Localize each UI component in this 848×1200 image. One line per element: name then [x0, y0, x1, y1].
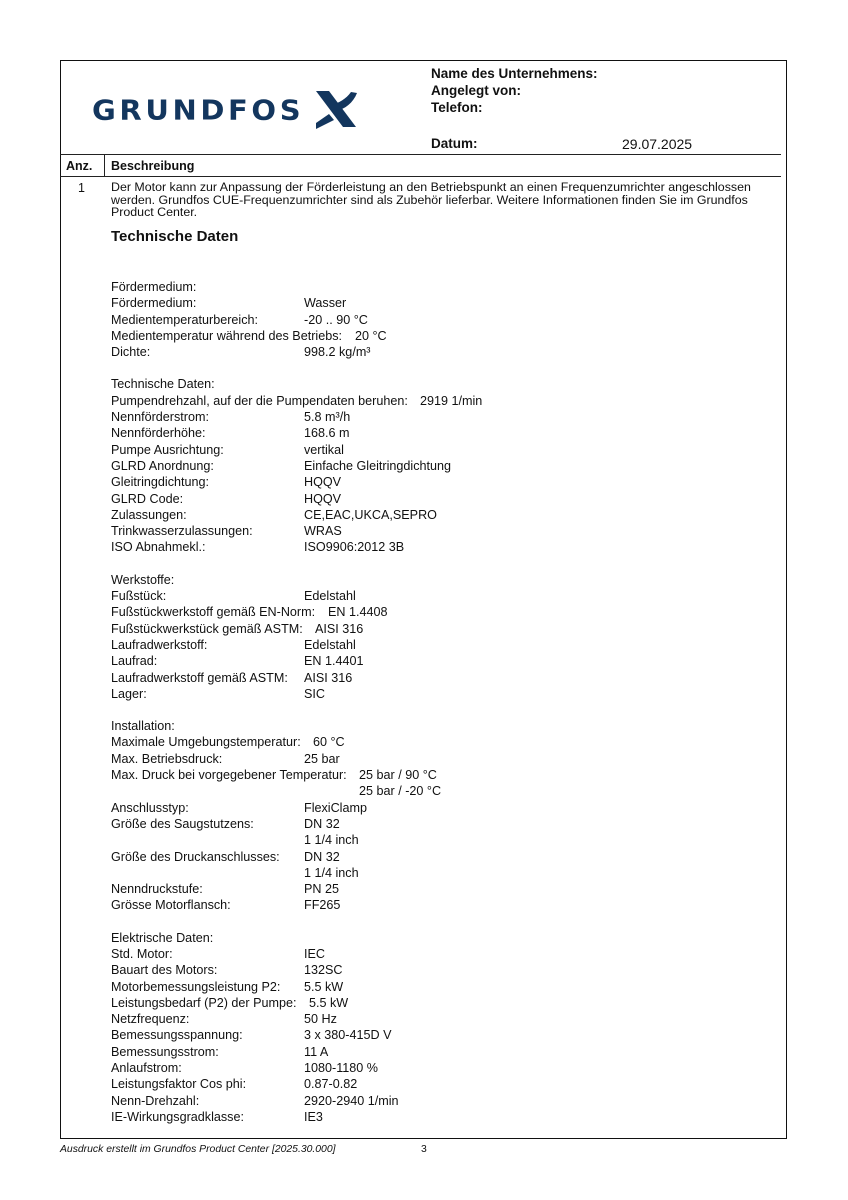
position-number: 1	[78, 181, 85, 195]
spec-row	[111, 1076, 771, 1092]
section-title	[111, 279, 771, 295]
table-header-divider	[60, 176, 781, 177]
spec-row	[111, 523, 771, 539]
spec-row	[111, 1060, 771, 1076]
spec-value: -20 .. 90 °C	[304, 312, 368, 327]
spec-row	[111, 637, 771, 653]
spec-label: Medientemperaturbereich:	[111, 312, 259, 327]
technical-data-heading: Technische Daten	[111, 228, 239, 245]
spec-value: DN 32	[304, 849, 340, 864]
section-title-text: Installation:	[111, 719, 175, 734]
spec-value: 1 1/4 inch	[304, 833, 359, 848]
spec-row	[111, 1044, 771, 1060]
spec-row	[111, 458, 771, 474]
date-value: 29.07.2025	[622, 136, 693, 152]
spec-label: Pumpendrehzahl, auf der die Pumpendaten beruhen:	[111, 393, 408, 408]
section-title-text: Werkstoffe:	[111, 572, 175, 587]
technical-data-list	[111, 279, 771, 1125]
section-title-text: Fördermedium:	[111, 280, 197, 294]
section-gap	[111, 360, 771, 376]
spec-row	[111, 881, 771, 897]
spec-row	[111, 621, 771, 637]
spec-label: GLRD Anordnung:	[111, 458, 214, 473]
spec-label: Pumpe Ausrichtung:	[111, 442, 224, 457]
spec-label: ISO Abnahmekl.:	[111, 540, 206, 555]
spec-value: 20 °C	[355, 328, 387, 343]
spec-row	[111, 1027, 771, 1043]
spec-label: Max. Druck bei vorgegebener Temperatur:	[111, 768, 347, 783]
spec-label: Dichte:	[111, 345, 151, 360]
spec-label: Medientemperatur während des Betriebs:	[111, 328, 343, 343]
spec-value: EN 1.4408	[328, 605, 388, 620]
spec-row	[111, 734, 771, 750]
spec-value: 132SC	[304, 963, 343, 978]
spec-value: Wasser	[304, 296, 347, 311]
spec-value: WRAS	[304, 524, 342, 539]
section-title	[111, 718, 771, 734]
spec-row	[111, 344, 771, 360]
spec-value: Edelstahl	[304, 637, 356, 652]
spec-row	[111, 491, 771, 507]
spec-label: Fußstückwerkstück gemäß ASTM:	[111, 621, 303, 636]
spec-label: Maximale Umgebungstemperatur:	[111, 735, 301, 750]
spec-value: 5.8 m³/h	[304, 410, 351, 425]
created-by-label: Angelegt von:	[431, 83, 521, 98]
section-title	[111, 930, 771, 946]
spec-row	[111, 393, 771, 409]
spec-value: 1 1/4 inch	[304, 865, 359, 880]
footer-note: Ausdruck erstellt im Grundfos Product Center [2025.30.000]	[60, 1144, 336, 1155]
spec-value: HQQV	[304, 491, 342, 506]
spec-value: DN 32	[304, 816, 340, 831]
section-gap	[111, 702, 771, 718]
spec-value: 5.5 kW	[304, 979, 344, 994]
spec-value: PN 25	[304, 882, 340, 897]
spec-row	[111, 849, 771, 865]
spec-value: 2919 1/min	[420, 393, 483, 408]
spec-value: 0.87-0.82	[304, 1077, 358, 1092]
spec-row	[111, 588, 771, 604]
spec-label: Nenndruckstufe:	[111, 882, 203, 897]
phone-label: Telefon:	[431, 100, 483, 115]
spec-value: 1080-1180 %	[304, 1061, 378, 1076]
spec-row	[111, 767, 771, 783]
spec-value: 998.2 kg/m³	[304, 345, 371, 360]
spec-label: Fördermedium:	[111, 296, 197, 311]
spec-row	[111, 1011, 771, 1027]
spec-row	[111, 751, 771, 767]
column-divider	[104, 155, 105, 176]
spec-value: CE,EAC,UKCA,SEPRO	[304, 507, 437, 522]
spec-label: Größe des Druckanschlusses:	[111, 849, 280, 864]
description-text: Der Motor kann zur Anpassung der Förderleistung an den Betriebspunkt an einen Frequenzumrichter angeschlossen werden. Grundfos CUE-Frequenzumrichter sind als Zubehör lieferbar. Weitere Informationen finden Sie im Grundfos Product Center.	[111, 180, 751, 219]
spec-value: 2920-2940 1/min	[304, 1093, 399, 1108]
spec-row	[111, 312, 771, 328]
quantity-column-header: Anz.	[66, 159, 93, 173]
spec-row	[111, 979, 771, 995]
spec-label: IE-Wirkungsgradklasse:	[111, 1109, 244, 1124]
spec-value: ISO9906:2012 3B	[304, 540, 405, 555]
spec-value: 5.5 kW	[309, 995, 349, 1010]
spec-label: Laufradwerkstoff gemäß ASTM:	[111, 670, 288, 685]
spec-label: Trinkwasserzulassungen:	[111, 524, 253, 539]
spec-value: HQQV	[304, 475, 342, 490]
spec-label: Anschlusstyp:	[111, 800, 189, 815]
spec-value: SIC	[304, 686, 325, 701]
grundfos-logo	[92, 86, 362, 134]
spec-label: Fußstück:	[111, 589, 167, 604]
spec-row	[111, 995, 771, 1011]
logo-wordmark: GRUNDFOS	[92, 93, 305, 127]
spec-row	[111, 816, 771, 832]
section-title	[111, 376, 771, 392]
spec-row	[111, 653, 771, 669]
spec-label: Leistungsfaktor Cos phi:	[111, 1077, 247, 1092]
spec-row	[111, 328, 771, 344]
section-title	[111, 572, 771, 588]
spec-label: Max. Betriebsdruck:	[111, 751, 223, 766]
spec-label: Grösse Motorflansch:	[111, 898, 231, 913]
spec-value: 25 bar / 90 °C	[359, 768, 437, 783]
spec-label: Gleitringdichtung:	[111, 475, 210, 490]
spec-row	[111, 946, 771, 962]
spec-value: 25 bar	[304, 751, 340, 766]
spec-row	[111, 604, 771, 620]
spec-value: vertikal	[304, 442, 344, 457]
spec-row	[111, 295, 771, 311]
spec-label: Netzfrequenz:	[111, 1012, 190, 1027]
spec-value: AISI 316	[315, 621, 364, 636]
spec-row	[111, 865, 771, 881]
spec-label: Bemessungsspannung:	[111, 1028, 243, 1043]
spec-row	[111, 425, 771, 441]
spec-label: Bemessungsstrom:	[111, 1044, 219, 1059]
spec-value: 60 °C	[313, 735, 345, 750]
spec-row	[111, 670, 771, 686]
spec-value: AISI 316	[304, 670, 353, 685]
spec-row	[111, 897, 771, 913]
spec-row	[111, 686, 771, 702]
spec-row	[111, 800, 771, 816]
spec-row	[111, 1093, 771, 1109]
section-title-text: Technische Daten:	[111, 377, 215, 392]
date-label: Datum:	[431, 136, 478, 151]
spec-value: EN 1.4401	[304, 654, 364, 669]
spec-label: Nennförderstrom:	[111, 410, 209, 425]
section-gap	[111, 914, 771, 930]
spec-value: FlexiClamp	[304, 800, 367, 815]
spec-label: Nenn-Drehzahl:	[111, 1093, 200, 1108]
spec-label: Fußstückwerkstoff gemäß EN-Norm:	[111, 605, 316, 620]
spec-label: Laufrad:	[111, 654, 158, 669]
spec-row	[111, 409, 771, 425]
spec-label: Motorbemessungsleistung P2:	[111, 979, 281, 994]
spec-value: 168.6 m	[304, 426, 350, 441]
section-title-text: Elektrische Daten:	[111, 930, 214, 945]
spec-value: Einfache Gleitringdichtung	[304, 458, 452, 473]
grundfos-x-icon	[310, 87, 362, 133]
spec-label: Größe des Saugstutzens:	[111, 816, 254, 831]
spec-label: Laufradwerkstoff:	[111, 637, 208, 652]
spec-value: IE3	[304, 1109, 323, 1124]
spec-value: Edelstahl	[304, 589, 356, 604]
description-column-header: Beschreibung	[111, 159, 195, 173]
spec-label: Zulassungen:	[111, 507, 187, 522]
spec-row	[111, 962, 771, 978]
spec-label: Std. Motor:	[111, 946, 173, 961]
spec-row	[111, 442, 771, 458]
spec-row	[111, 832, 771, 848]
spec-label: Bauart des Motors:	[111, 963, 218, 978]
spec-label: Lager:	[111, 686, 147, 701]
spec-row	[111, 474, 771, 490]
spec-value: 25 bar / -20 °C	[359, 784, 442, 799]
spec-value: FF265	[304, 898, 341, 913]
section-gap	[111, 556, 771, 572]
spec-row	[111, 1109, 771, 1125]
company-name-label: Name des Unternehmens:	[431, 66, 598, 81]
header-divider	[60, 154, 781, 155]
page-number: 3	[421, 1144, 427, 1155]
spec-value: 11 A	[304, 1044, 329, 1059]
spec-value: 50 Hz	[304, 1012, 337, 1027]
spec-row	[111, 783, 771, 799]
spec-value: IEC	[304, 946, 325, 961]
spec-row	[111, 507, 771, 523]
spec-label: Anlaufstrom:	[111, 1061, 182, 1076]
spec-label: Leistungsbedarf (P2) der Pumpe:	[111, 995, 297, 1010]
spec-row	[111, 539, 771, 555]
spec-label: GLRD Code:	[111, 491, 184, 506]
spec-value: 3 x 380-415D V	[304, 1028, 392, 1043]
spec-label: Nennförderhöhe:	[111, 426, 206, 441]
